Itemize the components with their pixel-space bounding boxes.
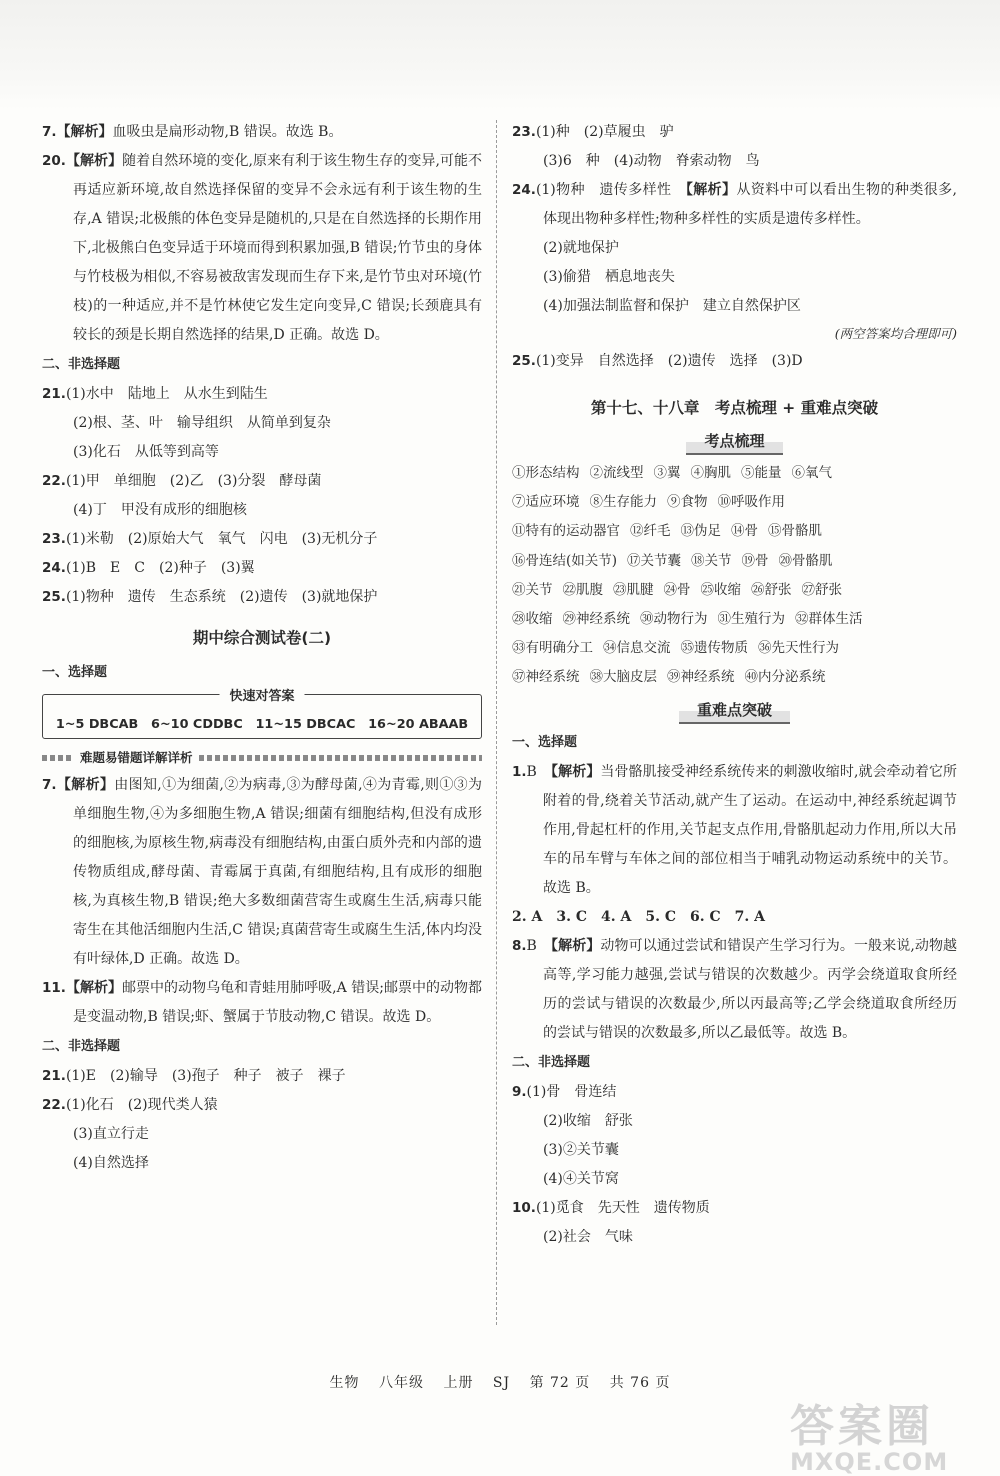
dash-decoration xyxy=(42,755,74,761)
answer-23: 23 . (1)米勒 (2)原始大气 氧气 闪电 (3)无机分子 xyxy=(42,525,482,554)
key-point-item: ㉘收缩 xyxy=(512,611,553,628)
key-point-item: ⑲骨 xyxy=(741,552,769,569)
key-point-item: ⑪特有的运动器官 xyxy=(512,523,620,540)
key-point-item: ㉑关节 xyxy=(512,581,553,598)
scan-top-band xyxy=(0,0,1000,110)
chapter-title: 第十七、十八章 考点梳理 + 重难点突破 xyxy=(590,399,879,417)
key-point-item: ⑬伪足 xyxy=(680,523,721,540)
explanation-strip: 难题易错题详解详析 xyxy=(42,747,482,769)
section-heading: 一、选择题 xyxy=(42,665,108,680)
key-point-item: ㉟遗传物质 xyxy=(680,640,748,657)
key-point-item: ⑫纤毛 xyxy=(630,523,671,540)
key-point-item: ⑦适应环境 xyxy=(512,494,580,511)
section-heading: 一、选择题 xyxy=(512,734,578,750)
key-points-grid xyxy=(512,459,957,693)
answer-22b-line: (3)直立行走 xyxy=(73,1126,149,1142)
key-point-item: ㊴神经系统 xyxy=(667,669,735,686)
answer-22: 22 . (1)甲 单细胞 (2)乙 (3)分裂 酵母菌 xyxy=(42,467,482,496)
key-point-item: ⑰关节囊 xyxy=(627,552,682,569)
footer-code: SJ xyxy=(492,1375,511,1391)
answer-23-line: (3)6 种 (4)动物 脊索动物 鸟 xyxy=(543,153,760,169)
key-point-item: ⑧生存能力 xyxy=(589,494,657,511)
key-points-row xyxy=(512,576,957,605)
section-heading: 二、非选择题 xyxy=(42,1039,121,1054)
key-point-item: ③翼 xyxy=(653,465,681,481)
section-heading: 二、非选择题 xyxy=(512,1054,591,1070)
key-point-item: ⑥氧气 xyxy=(791,465,832,481)
key-point-item: ⑨食物 xyxy=(667,494,708,511)
footer-total: 共 76 页 xyxy=(609,1375,671,1391)
answer-21-line: (3)化石 从低等到高等 xyxy=(73,444,219,460)
key-points-row xyxy=(512,547,957,576)
answer-24: 24 . (1)物种 遗传多样性 【 解析 】 从资料中可以看出生物的种类很多,体现出物种多样性;物种多样性的实质是遗传多样性。 xyxy=(512,176,957,234)
exam-title: 期中综合测试卷(二) xyxy=(192,629,332,647)
answer-2-7: 2. A 3. C 4. A 5. C 6. C 7. A xyxy=(512,908,765,925)
answer-24: 24 . (1)B E C (2)种子 (3)翼 xyxy=(42,554,482,583)
answer-20: 20 .【 解析 】 随着自然环境的变化,原来有利于该生物生存的变异,可能不再适应新环境,故自然选择保留的变异不会永远有利于该生物的生存,A 错误;北极熊的体色变异是随机的,只是在自然选择的长期作用下,北极熊白色变异适于环境而得到积累加强,B 错误;竹节虫的身体与竹枝极为相似,不容易被敌害发现而生存下来,是竹节虫对环境(竹枝)的一种适应,并不是竹林使它发生定向变异,C 错误;长颈鹿具有较长的颈是长期自然选择的结果,D 正确。故选 D。 xyxy=(42,147,482,350)
key-point-item: ㉚动物行为 xyxy=(640,611,708,628)
answer-8: 8 . B 【 解析 】 动物可以通过尝试和错误产生学习行为。一般来说,动物越高等,学习能力越强,尝试与错误的次数越少。丙学会绕道取食所经历的尝试与错误的次数最少,所以丙最高等;乙学会绕道取食所经历的尝试与错误的次数最多,所以乙最低等。故选 B。 xyxy=(512,932,957,1048)
answer-21: 21 . (1)水中 陆地上 从水生到陆生 xyxy=(42,380,482,409)
answer-21-line: (2)根、茎、叶 输导组织 从简单到复杂 xyxy=(73,415,331,431)
key-point-item: ㊲神经系统 xyxy=(512,669,580,686)
answer-22b: 22 . (1)化石 (2)现代类人猿 xyxy=(42,1091,482,1120)
key-point-item: ㊳大脑皮层 xyxy=(589,669,657,686)
key-point-item: ㊱先天性行为 xyxy=(758,640,839,657)
footer-grade: 八年级 xyxy=(379,1375,424,1391)
quick-answer-text: 1~5 DBCAB 6~10 CDDBC 11~15 DBCAC 16~20 ABAAB xyxy=(55,717,469,732)
key-point-item: ⑯骨连结(如关节) xyxy=(512,552,618,569)
key-point-item: ⑳骨骼肌 xyxy=(778,552,833,569)
answer-24-line: (2)就地保护 xyxy=(543,240,619,256)
dash-decoration xyxy=(199,755,482,761)
answer-24-line: (3)偷猎 栖息地丧失 xyxy=(543,269,675,285)
page-footer xyxy=(0,1372,1000,1392)
answer-7b: 7 .【 解析 】 由图知,①为细菌,②为病毒,③为酵母菌,④为青霉,则①③为单细胞生物,④为多细胞生物,A 错误;细菌有细胞结构,但没有成形的细胞核,为原核生物,病毒没有细胞结构,由蛋白质外壳和内部的遗传物质组成,酵母菌、青霉属于真菌,有细胞结构,且有成形的细胞核,为真核生物,B 错误;绝大多数细菌营寄生或腐生生活,病毒只能寄生在其他活细胞内生活,C 错误;真菌营寄生或腐生生活,体内均没有叶绿体,D 正确。故选 D。 xyxy=(42,771,482,974)
key-point-item: ㉕收缩 xyxy=(700,581,741,598)
answer-note: (两空答案均合理即可) xyxy=(834,326,957,341)
key-point-item: ②流线型 xyxy=(589,465,644,481)
quick-answer-box xyxy=(42,689,482,739)
answer-21b: 21 . (1)E (2)输导 (3)孢子 种子 被子 裸子 xyxy=(42,1062,482,1091)
key-point-item: ㉒肌腹 xyxy=(562,581,603,598)
key-point-item: ㉔骨 xyxy=(663,581,691,598)
answer-10-line: (2)社会 气味 xyxy=(543,1228,633,1245)
answer-25: 25 . (1)变异 自然选择 (2)遗传 选择 (3)D xyxy=(512,347,957,376)
left-column xyxy=(42,118,482,1178)
key-points-row xyxy=(512,517,957,546)
column-divider xyxy=(496,120,497,1325)
key-points-row xyxy=(512,488,957,517)
watermark-logo: 答案圈 xyxy=(790,1401,934,1452)
footer-page: 第 72 页 xyxy=(529,1375,591,1391)
key-point-item: ⑤能量 xyxy=(741,465,782,481)
answer-22b-line: (4)自然选择 xyxy=(73,1155,149,1171)
key-point-item: ㊵内分泌系统 xyxy=(744,669,826,686)
answer-9-line: (3)②关节囊 xyxy=(543,1141,619,1158)
key-point-item: ㉜群体生活 xyxy=(795,611,863,628)
answer-9-line: (2)收缩 舒张 xyxy=(543,1112,633,1129)
answer-9-line: (4)④关节窝 xyxy=(543,1170,619,1187)
watermark xyxy=(790,1390,990,1476)
answer-23: 23 . (1)种 (2)草履虫 驴 xyxy=(512,118,957,147)
answer-1: 1 . B 【 解析 】 当骨骼肌接受神经系统传来的刺激收缩时,就会牵动着它所附着的骨,绕着关节活动,就产生了运动。在运动中,神经系统起调节作用,骨起杠杆的作用,关节起支点作用,骨骼肌起动力作用,所以大吊车的吊车臂与车体之间的部位相当于哺乳动物运动系统中的关节。故选 B。 xyxy=(512,758,957,903)
answer-10: 10 . (1)觅食 先天性 遗传物质 xyxy=(512,1194,957,1223)
footer-term: 上册 xyxy=(443,1375,474,1391)
key-points-row xyxy=(512,459,957,488)
answer-7: 7 .【 解析 】 血吸虫是扁形动物,B 错误。故选 B。 xyxy=(42,118,482,147)
key-point-item: ㉛生殖行为 xyxy=(717,611,785,628)
key-point-item: ①形态结构 xyxy=(512,465,580,481)
key-points-row xyxy=(512,634,957,663)
key-point-item: ㉝有明确分工 xyxy=(512,640,593,657)
key-point-item: ⑮骨骼肌 xyxy=(768,523,822,540)
key-point-item: ⑭骨 xyxy=(731,523,758,540)
key-point-item: ㉓肌腱 xyxy=(613,581,654,598)
key-point-item: ④胸肌 xyxy=(690,465,731,481)
key-points-row xyxy=(512,605,957,634)
right-column xyxy=(512,118,957,1252)
key-points-row xyxy=(512,663,957,692)
key-point-item: ㉞信息交流 xyxy=(603,640,671,657)
section-heading: 二、非选择题 xyxy=(42,357,121,372)
answer-11: 11 .【 解析 】 邮票中的动物乌龟和青蛙用肺呼吸,A 错误;邮票中的动物都是变温动物,B 错误;虾、蟹属于节肢动物,C 错误。故选 D。 xyxy=(42,974,482,1032)
banner-difficult-points: 重难点突破 xyxy=(512,697,957,724)
key-point-item: ㉖舒张 xyxy=(751,581,792,598)
watermark-url: MXQE.COM xyxy=(790,1448,949,1476)
key-point-item: ⑱关节 xyxy=(691,552,732,569)
quick-answer-title: 快速对答案 xyxy=(219,685,304,704)
key-point-item: ㉙神经系统 xyxy=(562,611,630,628)
answer-25: 25 . (1)物种 遗传 生态系统 (2)遗传 (3)就地保护 xyxy=(42,583,482,612)
footer-subject: 生物 xyxy=(329,1375,360,1391)
answer-24-line: (4)加强法制监督和保护 建立自然保护区 xyxy=(543,298,801,314)
answer-9: 9 . (1)骨 骨连结 xyxy=(512,1078,957,1107)
key-point-item: ㉗舒张 xyxy=(801,581,842,598)
answer-22-line: (4)丁 甲没有成形的细胞核 xyxy=(73,502,247,518)
banner-key-points: 考点梳理 xyxy=(512,428,957,455)
key-point-item: ⑩呼吸作用 xyxy=(717,494,785,511)
